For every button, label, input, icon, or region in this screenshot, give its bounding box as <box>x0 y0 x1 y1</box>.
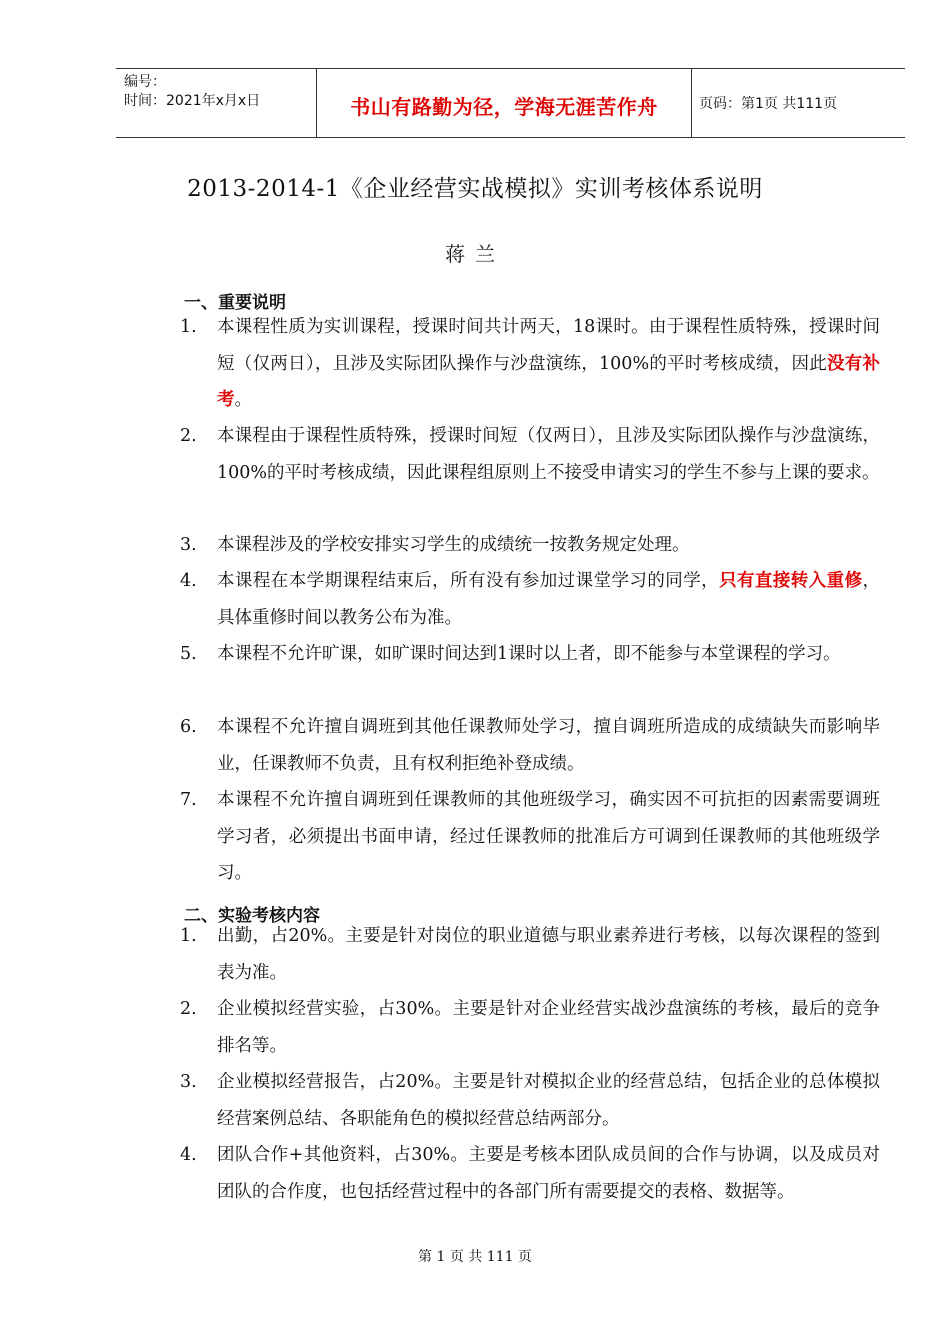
item-number: 2. <box>180 999 197 1019</box>
emphasis-text: 没有补考 <box>217 353 881 410</box>
item-text: 企业模拟经营报告，占20%。主要是针对模拟企业的经营总结，包括企业的总体模拟经营案例总结、各职能角色的模拟经营总结两部分。 <box>217 1072 880 1129</box>
item-text: 本课程在本学期课程结束后，所有没有参加过课堂学习的同学，只有直接转入重修，具体重修时间以教务公布为准。 <box>217 571 881 628</box>
document-title: 2013-2014-1《企业经营实战模拟》实训考核体系说明 <box>187 176 763 202</box>
item-text: 本课程性质为实训课程，授课时间共计两天，18课时。由于课程性质特殊，授课时间短（仅两日），且涉及实际团队操作与沙盘演练，100%的平时考核成绩，因此没有补考。 <box>217 317 881 410</box>
serial-label: 编号： <box>124 74 166 90</box>
item-text: 企业模拟经营实验，占30%。主要是针对企业经营实战沙盘演练的考核，最后的竞争排名等。 <box>217 999 880 1056</box>
list-item <box>180 918 880 991</box>
list-item <box>180 418 880 491</box>
header-motto-cell <box>316 69 692 137</box>
list-item <box>180 309 880 419</box>
list-item <box>180 1137 880 1210</box>
item-number: 3. <box>180 535 197 555</box>
emphasis-text: 只有直接转入重修 <box>719 571 863 591</box>
item-text: 本课程由于课程性质特殊，授课时间短（仅两日），且涉及实际团队操作与沙盘演练，100%的平时考核成绩，因此课程组原则上不接受申请实习的学生不参与上课的要求。 <box>217 426 880 483</box>
author-name: 蒋兰 <box>445 242 505 266</box>
item-number: 6. <box>180 717 197 737</box>
motto-text: 书山有路勤为径，学海无涯苦作舟 <box>350 95 658 119</box>
item-text: 本课程不允许擅自调班到其他任课教师处学习，擅自调班所造成的成绩缺失而影响毕业，任课教师不负责，且有权利拒绝补登成绩。 <box>217 717 880 774</box>
item-number: 7. <box>180 790 197 810</box>
item-number: 5. <box>180 644 197 664</box>
time-label: 时间：2021年x月x日 <box>124 93 261 109</box>
item-number: 4. <box>180 571 197 591</box>
header-meta-cell <box>116 69 316 137</box>
list-item <box>180 636 880 673</box>
list-item <box>180 782 880 892</box>
header-page-cell <box>691 69 905 137</box>
list-item <box>180 709 880 782</box>
item-text: 本课程不允许旷课，如旷课时间达到1课时以上者，即不能参与本堂课程的学习。 <box>217 644 841 664</box>
section-heading-assessment: 二、实验考核内容 <box>184 906 320 926</box>
list-item <box>180 991 880 1064</box>
item-text: 团队合作+其他资料，占30%。主要是考核本团队成员间的合作与协调，以及成员对团队的合作度，也包括经营过程中的各部门所有需要提交的表格、数据等。 <box>217 1145 880 1202</box>
page-footer: 第 1 页 共 111 页 <box>418 1249 532 1265</box>
list-item <box>180 527 880 564</box>
item-number: 3. <box>180 1072 197 1092</box>
item-number: 1. <box>180 317 197 337</box>
page-number-label: 页码：第1页 共111页 <box>699 96 838 112</box>
item-number: 4. <box>180 1145 197 1165</box>
item-text: 本课程不允许擅自调班到任课教师的其他班级学习，确实因不可抗拒的因素需要调班学习者，必须提出书面申请，经过任课教师的批准后方可调到任课教师的其他班级学习。 <box>217 790 880 883</box>
section-heading-important: 一、重要说明 <box>184 293 286 313</box>
item-number: 2. <box>180 426 197 446</box>
item-text: 本课程涉及的学校安排实习学生的成绩统一按教务规定处理。 <box>217 535 690 555</box>
item-number: 1. <box>180 926 197 946</box>
page-header <box>116 68 905 138</box>
item-text: 出勤，占20%。主要是针对岗位的职业道德与职业素养进行考核，以每次课程的签到表为准。 <box>217 926 880 983</box>
list-item <box>180 1064 880 1137</box>
list-item <box>180 563 880 636</box>
